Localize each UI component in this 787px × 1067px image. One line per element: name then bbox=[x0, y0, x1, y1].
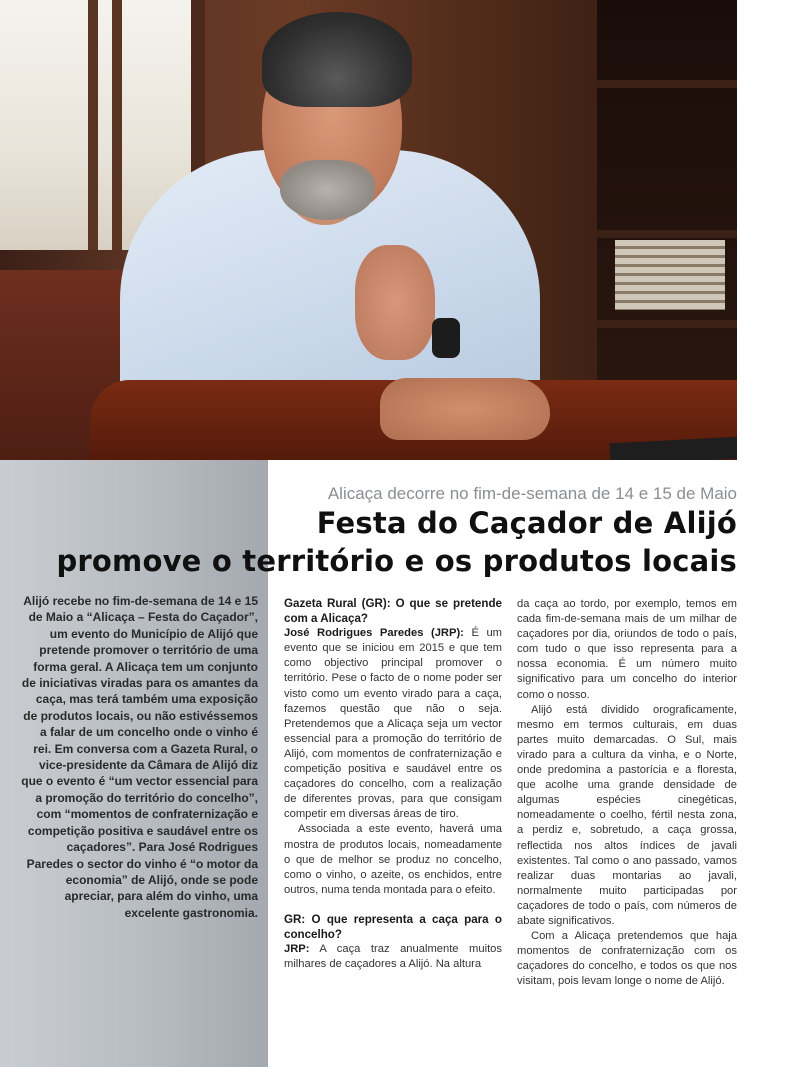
lead-paragraph: Alijó recebe no fim-de-semana de 14 e 15 de Maio a “Alicaça – Festa do Caçador”, um evento do Município de Alijó que pretende promover o território de uma forma geral. A Alicaça tem um conjunto de iniciativas viradas para os amantes da caça, mas terá também uma exposição de produtos locais, ou não estivéssemos a falar de um concelho onde o vinho é rei. Em conversa com a Gazeta Rural, o vice-presidente da Câmara de Alijó diz que o evento é “um vector essencial para a promoção do território do concelho”, com “momentos de confraternização e competição positiva e saudável entre os caçadores”. Para José Rodrigues Paredes o sector do vinho é “o motor da economia” de Alijó, onde se pode apreciar, para além do vinho, uma excelente gastronomia. bbox=[21, 594, 258, 920]
question-2: GR: O que representa a caça para o concelho? bbox=[284, 912, 502, 941]
question-1: Gazeta Rural (GR): O que se pretende com a Alicaça? bbox=[284, 597, 502, 626]
article-column-3 bbox=[517, 597, 737, 989]
headline-line-1: Festa do Caçador de Alijó bbox=[316, 506, 737, 540]
wristwatch bbox=[432, 318, 460, 358]
paragraph: da caça ao tordo, por exemplo, temos em cada fim-de-semana mais de um milhar de caçadores por dia, oriundos de todo o país, com tudo o que isso representa para a nossa economia. É um número muito significativo para um concelho do interior como o nosso. bbox=[517, 598, 737, 701]
paragraph: Associada a este evento, haverá uma mostra de produtos locais, nomeadamente o que de melhor se produz no concelho, como o vinho, o azeite, os enchidos, entre outros, numa tenda montada para o efeito. bbox=[284, 823, 502, 896]
article-column-2 bbox=[284, 596, 502, 972]
kicker: Alicaça decorre no fim-de-semana de 14 e 15 de Maio bbox=[327, 484, 737, 503]
answer-2: JRP: A caça traz anualmente muitos milhares de caçadores a Alijó. Na altura bbox=[284, 943, 502, 971]
interview-photo bbox=[0, 0, 737, 460]
man-arm bbox=[380, 378, 550, 440]
man-hand bbox=[355, 245, 435, 360]
answer-1: José Rodrigues Paredes (JRP): É um evento que se iniciou em 2015 e que tem como objectivo principal promover o território. Pese o facto de o nome poder ser visto como um evento virado para a caça, fazemos questão que não o seja. Pretendemos que a Alicaça seja um vector essencial para a promoção do território de Alijó, com momentos de confraternização e competição positiva e saudável entre os caçadores do concelho, com a realização de diferentes provas, para que consigam competir em diversas áreas de tiro. bbox=[284, 627, 502, 821]
books bbox=[615, 240, 725, 310]
bookshelf bbox=[597, 0, 737, 400]
paragraph: Alijó está dividido orograficamente, mesmo em termos culturais, em duas partes muito demarcadas. O Sul, mais virado para a cultura da vinha, e o Norte, onde predomina a pastorícia e a floresta, que acolhe uma grande densidade de algumas espécies cinegéticas, nomeadamente o coelho, fértil nesta zona, a perdiz e, sobretudo, a caça grossa, reflectida nos altos índices de javali existentes. Tal como o ano passado, vamos realizar duas montarias ao javali, normalmente muito participadas por caçadores de todo o país, com números de abate significativos. bbox=[517, 703, 737, 927]
headline-line-2: promove o território e os produtos locais bbox=[56, 544, 737, 578]
paragraph: Com a Alicaça pretendemos que haja momentos de confraternização com os caçadores do concelho, e todos os que nos visitam, pois levam longe o nome de Alijó. bbox=[517, 930, 737, 988]
